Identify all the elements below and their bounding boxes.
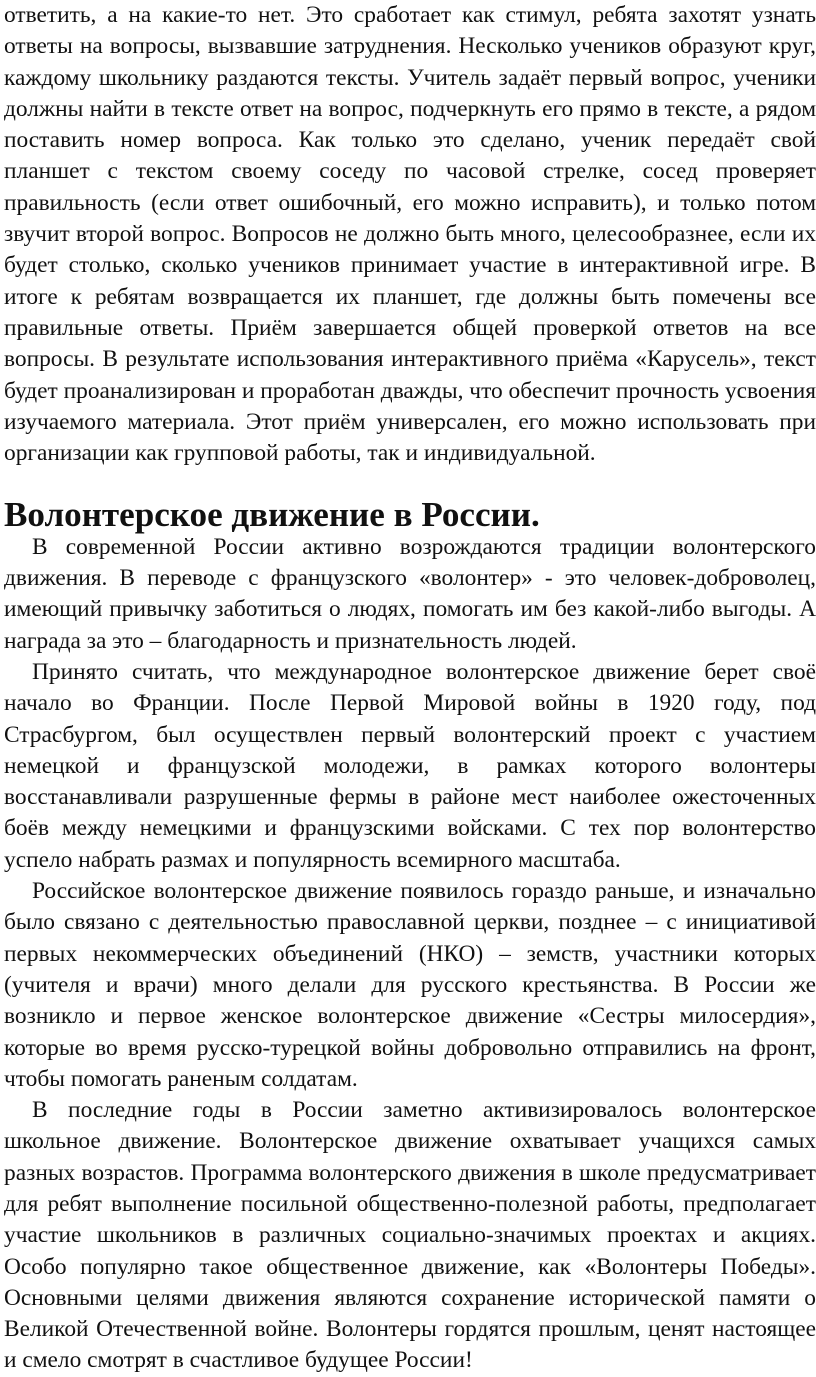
intro-paragraph: ответить, а на какие-то нет. Это сработает как стимул, ребята захотят узнать ответы на вопросы, вызвавшие затруднения. Несколько учеников образуют круг, каждому школьнику раздаются тексты. Учитель задаёт первый вопрос, ученики должны найти в тексте ответ на вопрос, подчеркнуть его прямо в тексте, а рядом поставить номер вопроса. Как только это сделано, ученик передаёт свой планшет с текстом своему соседу по часовой стрелке, сосед проверяет правильность (если ответ ошибочный, его можно исправить), и только потом звучит второй вопрос. Вопросов не должно быть много, целесообразнее, если их будет столько, сколько учеников принимает участие в интерактивной игре. В итоге к ребятам возвращается их планшет, где должны быть помечены все правильные ответы. Приём завершается общей проверкой ответов на все вопросы. В результате использования интерактивного приёма «Карусель», текст будет проанализирован и проработан дважды, что обеспечит прочность усвоения изучаемого материала. Этот приём универсален, его можно использовать при организации как групповой работы, так и индивидуальной.: [4, 2, 816, 467]
body-paragraph-1: В современной России активно возрождаются традиции волонтерского движения. В переводе с французского «волонтер» - это человек-доброволец, имеющий привычку заботиться о людях, помогать им без какой-либо выгоды. А награда за это – благодарность и признательность людей.: [4, 533, 816, 654]
body-paragraph-4: В последние годы в России заметно активизировалось волонтерское школьное движение. Волонтерское движение охватывает учащихся самых разных возрастов. Программа волонтерского движения в школе предусматривает для ребят выполнение посильной общественно-полезной работы, предполагает участие школьников в различных социально-значимых проектах и акциях. Особо популярно такое общественное движение, как «Волонтеры Победы». Основными целями движения являются сохранение исторической памяти о Великой Отечественной войне. Волонтеры гордятся прошлым, ценят настоящее и смело смотрят в счастливое будущее России!: [4, 1097, 816, 1374]
section-heading: Волонтерское движение в России.: [4, 495, 540, 535]
body-paragraph-2: Принято считать, что международное волонтерское движение берет своё начало во Франции. После Первой Мировой войны в 1920 году, под Страсбургом, был осуществлен первый волонтерский проект с участием немецкой и французской молодежи, в рамках которого волонтеры восстанавливали разрушенные фермы в районе мест наиболее ожесточенных боёв между немецкими и французскими войсками. С тех пор волонтерство успело набрать размах и популярность всемирного масштаба.: [4, 658, 816, 873]
body-paragraph-3: Российское волонтерское движение появилось гораздо раньше, и изначально было связано с деятельностью православной церкви, позднее – с инициативой первых некоммерческих объединений (НКО) – земств, участники которых (учителя и врачи) много делали для русского крестьянства. В России же возникло и первое женское волонтерское движение «Сестры милосердия», которые во время русско-турецкой войны добровольно отправились на фронт, чтобы помогать раненым солдатам.: [4, 878, 816, 1092]
